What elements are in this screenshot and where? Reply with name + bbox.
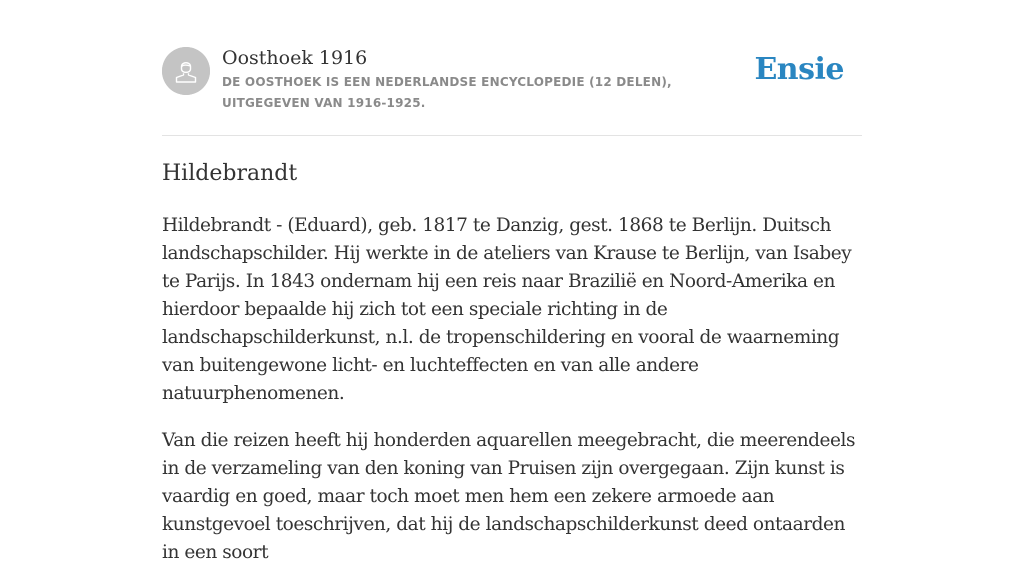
brand-logo[interactable]: Ensie <box>754 52 844 87</box>
article-paragraph: Hildebrandt - (Eduard), geb. 1817 te Danzig, gest. 1868 te Berlijn. Duitsch landschapschilder. Hij werkte in de ateliers van Krause te Berlijn, van Isabey te Parijs. In 1843 ondernam hij een reis naar Brazilië en Noord-Amerika en hierdoor bepaalde hij zich tot een speciale richting in de landschapschilderkunst, n.l. de tropenschildering en vooral de waarneming van buitengewone licht- en luchteffecten en van alle andere natuurphenomenen. <box>162 215 852 404</box>
article-body <box>162 212 862 586</box>
source-title[interactable]: Oosthoek 1916 <box>222 47 368 69</box>
source-header <box>162 46 862 116</box>
user-silhouette-icon <box>162 47 210 95</box>
article-title: Hildebrandt <box>162 161 298 186</box>
article-paragraph: Van die reizen heeft hij honderden aquarellen meegebracht, die meerendeels in de verzameling van den koning van Pruisen zijn overgegaan. Zijn kunst is vaardig en goed, maar toch moet men hem een zekere armoede aan kunstgevoel toeschrijven, dat hij de landschapschilderkunst deed ontaarden in een soort <box>162 430 856 563</box>
source-avatar[interactable] <box>162 47 210 95</box>
source-description: DE OOSTHOEK IS EEN NEDERLANDSE ENCYCLOPEDIE (12 DELEN), UITGEGEVEN VAN 1916-1925. <box>222 75 672 110</box>
header-divider <box>162 135 862 136</box>
